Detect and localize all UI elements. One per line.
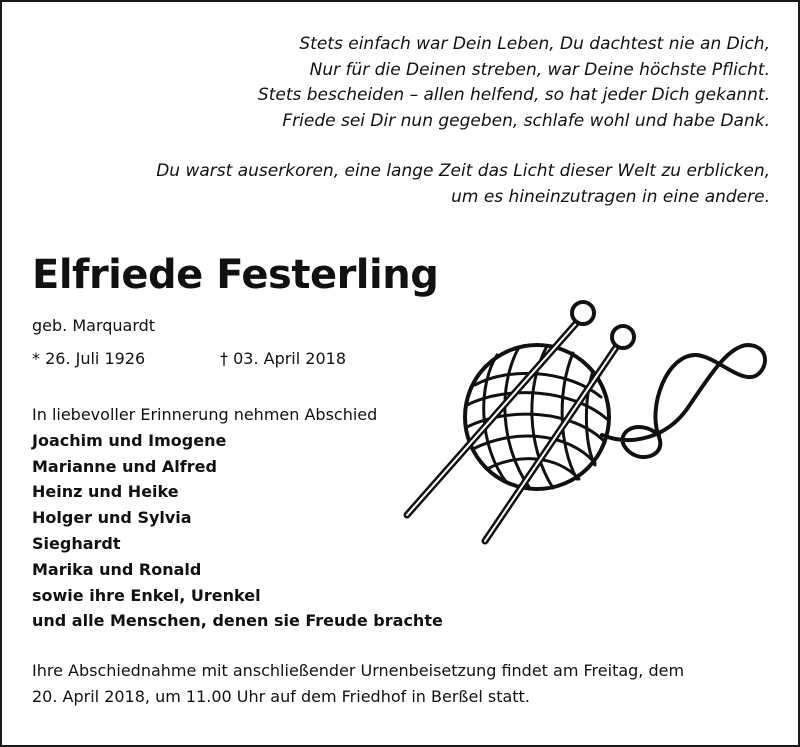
mourner-name: Marianne und Alfred: [32, 456, 217, 476]
funeral-line: 20. April 2018, um 11.00 Uhr auf dem Friedhof in Berßel statt.: [32, 686, 530, 706]
yarn-ball-knitting-needles-icon: [397, 297, 777, 557]
mourner-name: Sieghardt: [32, 533, 121, 553]
mourner-name: Holger und Sylvia: [32, 508, 192, 528]
poem-line: Stets einfach war Dein Leben, Du dachtest nie an Dich,: [299, 34, 770, 54]
maiden-name: geb. Marquardt: [32, 316, 156, 335]
mourner-name: Joachim und Imogene: [32, 430, 227, 450]
poem-stanza-1: [70, 32, 770, 134]
funeral-line: Ihre Abschiednahme mit anschließender Urnenbeisetzung findet am Freitag, dem: [32, 661, 685, 680]
poem-line: Du warst auserkoren, eine lange Zeit das Licht dieser Welt zu erblicken,: [156, 161, 770, 181]
mourner-name: sowie ihre Enkel, Urenkel: [32, 585, 261, 605]
death-date: † 03. April 2018: [220, 349, 346, 368]
mourners-intro: In liebevoller Erinnerung nehmen Abschied: [32, 405, 378, 424]
birth-date: * 26. Juli 1926: [32, 349, 146, 368]
mourner-name: und alle Menschen, denen sie Freude brachte: [32, 611, 443, 631]
funeral-notice: [32, 658, 777, 709]
deceased-name: Elfriede Festerling: [32, 252, 439, 298]
poem-line: um es hineinzutragen in eine andere.: [451, 186, 770, 207]
poem-line: Nur für die Deinen streben, war Deine höchste Pflicht.: [309, 59, 770, 80]
poem: [70, 32, 770, 210]
poem-line: Friede sei Dir nun gegeben, schlafe wohl und habe Dank.: [282, 110, 770, 131]
mourner-name: Marika und Ronald: [32, 559, 202, 579]
poem-stanza-2: [70, 159, 770, 210]
mourners-list: [32, 402, 443, 634]
poem-line: Stets bescheiden – allen helfend, so hat jeder Dich gekannt.: [257, 85, 770, 105]
mourner-name: Heinz und Heike: [32, 482, 179, 502]
